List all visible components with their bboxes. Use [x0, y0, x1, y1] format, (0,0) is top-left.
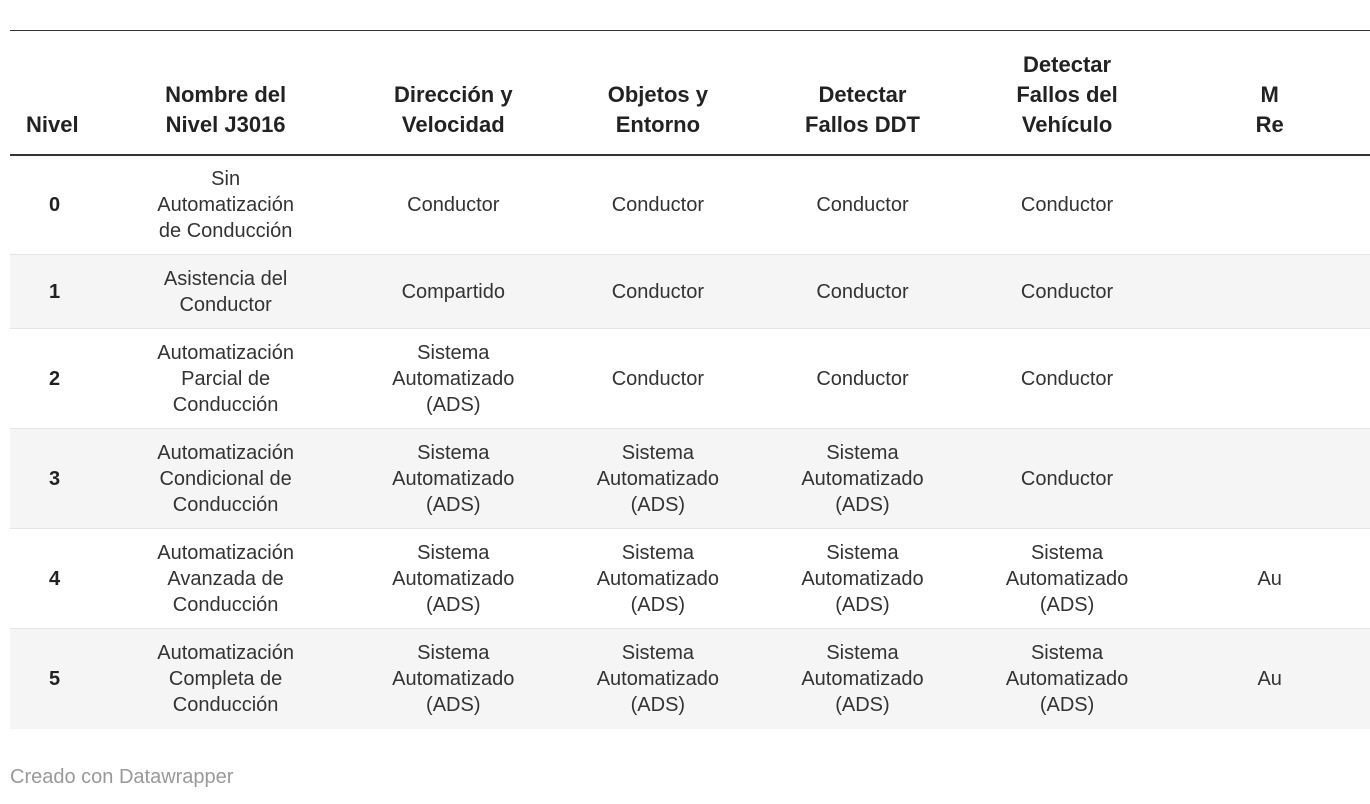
- credit-text: Creado con Datawrapper: [10, 766, 234, 788]
- table-cell: Conductor: [965, 329, 1170, 429]
- table-cell: Sistema Automatizado (ADS): [760, 529, 965, 629]
- table-cell: Automatización Avanzada de Conducción: [100, 529, 351, 629]
- header-row: [10, 31, 1370, 155]
- table-cell-level: 2: [10, 329, 100, 429]
- column-header-cut-off: M Re: [1169, 31, 1370, 155]
- automation-levels-table: [10, 30, 1370, 729]
- table-row: [10, 429, 1370, 529]
- table-cell: Automatización Completa de Conducción: [100, 629, 351, 729]
- table-cell: Sistema Automatizado (ADS): [760, 429, 965, 529]
- table-cell: Sistema Automatizado (ADS): [351, 429, 556, 529]
- table-row: [10, 155, 1370, 255]
- table-cell: [1169, 255, 1370, 329]
- table-cell: Sistema Automatizado (ADS): [556, 629, 761, 729]
- table-cell: Sistema Automatizado (ADS): [760, 629, 965, 729]
- table-cell-level: 1: [10, 255, 100, 329]
- table-cell: Conductor: [556, 329, 761, 429]
- table-cell: Sin Automatización de Conducción: [100, 155, 351, 255]
- table-cell: Sistema Automatizado (ADS): [965, 529, 1170, 629]
- table-cell: Conductor: [760, 329, 965, 429]
- table-cell: [1169, 155, 1370, 255]
- table-cell: Conductor: [965, 255, 1170, 329]
- table-cell: Conductor: [351, 155, 556, 255]
- table-cell: Conductor: [965, 155, 1170, 255]
- table-cell: Au: [1169, 629, 1370, 729]
- table-cell: Au: [1169, 529, 1370, 629]
- table-row: [10, 329, 1370, 429]
- table-cell: Sistema Automatizado (ADS): [965, 629, 1170, 729]
- table-cell: Sistema Automatizado (ADS): [556, 529, 761, 629]
- column-header-nivel: Nivel: [10, 31, 100, 155]
- table-cell: Conductor: [556, 255, 761, 329]
- table-cell: Sistema Automatizado (ADS): [556, 429, 761, 529]
- table-cell: Asistencia del Conductor: [100, 255, 351, 329]
- table-cell: Sistema Automatizado (ADS): [351, 629, 556, 729]
- table-cell-level: 3: [10, 429, 100, 529]
- table-row: [10, 529, 1370, 629]
- table-cell-level: 4: [10, 529, 100, 629]
- table-cell: Sistema Automatizado (ADS): [351, 529, 556, 629]
- table-cell: Sistema Automatizado (ADS): [351, 329, 556, 429]
- table-cell: Conductor: [760, 155, 965, 255]
- column-header-objetos: Objetos y Entorno: [556, 31, 761, 155]
- table-row: [10, 255, 1370, 329]
- table-cell: Automatización Parcial de Conducción: [100, 329, 351, 429]
- credit-footer: [10, 766, 233, 789]
- table-cell: [1169, 329, 1370, 429]
- column-header-fallos-ddt: Detectar Fallos DDT: [760, 31, 965, 155]
- table-cell: Conductor: [965, 429, 1170, 529]
- table-container: [10, 30, 1284, 729]
- table-row: [10, 629, 1370, 729]
- table-cell-level: 5: [10, 629, 100, 729]
- table-cell: Conductor: [556, 155, 761, 255]
- table-cell: Compartido: [351, 255, 556, 329]
- table-cell-level: 0: [10, 155, 100, 255]
- column-header-fallos-vehiculo: Detectar Fallos del Vehículo: [965, 31, 1170, 155]
- column-header-nombre: Nombre del Nivel J3016: [100, 31, 351, 155]
- column-header-direccion: Dirección y Velocidad: [351, 31, 556, 155]
- table-cell: Automatización Condicional de Conducción: [100, 429, 351, 529]
- table-cell: Conductor: [760, 255, 965, 329]
- table-cell: [1169, 429, 1370, 529]
